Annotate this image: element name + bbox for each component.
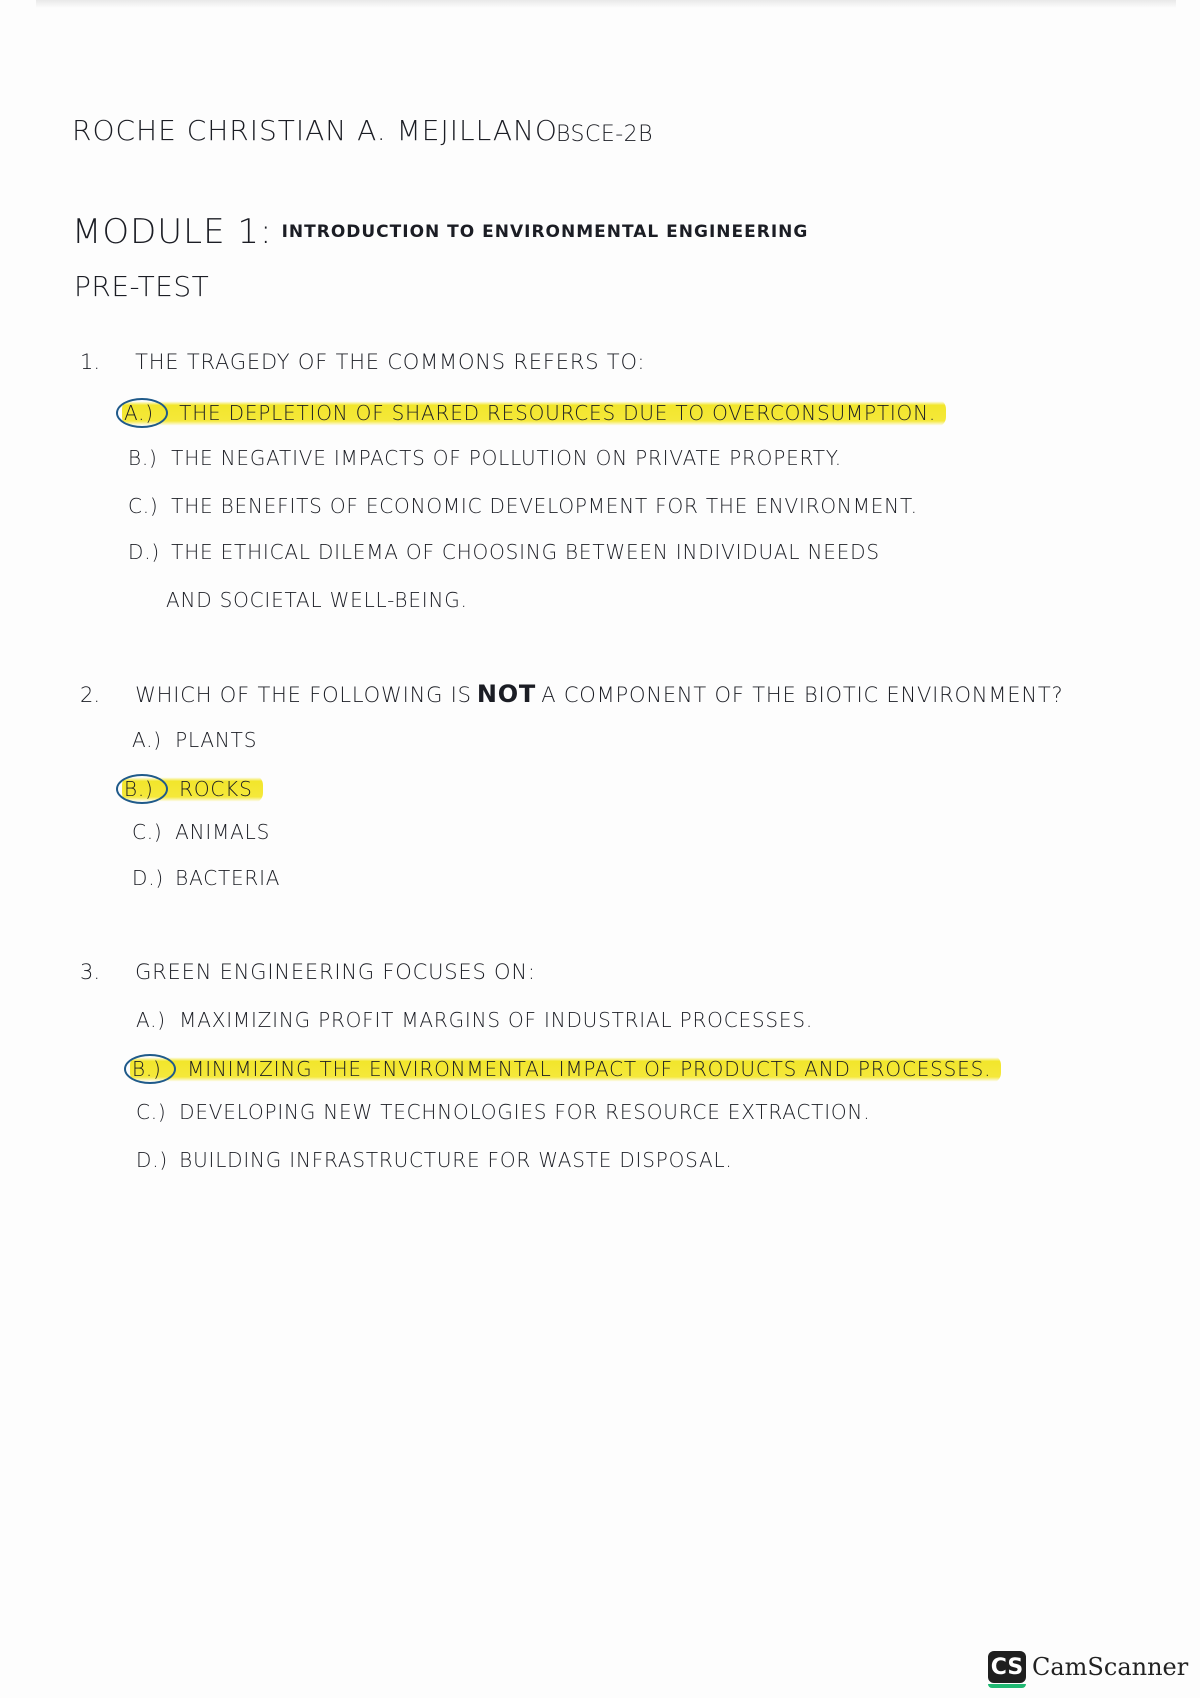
option-2b: [122, 774, 263, 804]
option-letter: D.): [132, 866, 164, 890]
option-3c: [136, 1100, 870, 1124]
camscanner-watermark: [988, 1651, 1188, 1683]
option-text: ANIMALS: [175, 820, 271, 844]
question-text-after: A COMPONENT OF THE BIOTIC ENVIRONMENT?: [541, 683, 1064, 707]
option-letter: A.): [116, 398, 168, 428]
option-letter: B.): [116, 774, 168, 804]
question-text: GREEN ENGINEERING FOCUSES ON:: [135, 960, 536, 984]
option-text: ROCKS: [179, 777, 253, 801]
option-letter: C.): [128, 494, 159, 518]
option-1a: [122, 398, 946, 428]
question-text: THE TRAGEDY OF THE COMMONS REFERS TO:: [135, 350, 646, 374]
question-text-before: WHICH OF THE FOLLOWING IS: [135, 683, 472, 707]
answer-highlight: [122, 399, 946, 427]
option-text: MAXIMIZING PROFIT MARGINS OF INDUSTRIAL PROCESSES.: [179, 1008, 813, 1032]
option-3a: [136, 1008, 813, 1032]
option-text: PLANTS: [175, 728, 258, 752]
option-letter: D.): [128, 540, 160, 564]
option-letter: B.): [124, 1054, 176, 1084]
option-text: BUILDING INFRASTRUCTURE FOR WASTE DISPOSAL.: [179, 1148, 733, 1172]
option-letter: A.): [132, 728, 162, 752]
question-number: 1.: [80, 350, 101, 374]
answer-highlight: [122, 775, 263, 803]
option-letter: C.): [136, 1100, 167, 1124]
option-2d: [132, 866, 280, 890]
option-letter: A.): [136, 1008, 166, 1032]
option-letter: C.): [132, 820, 163, 844]
option-1d-continuation: AND SOCIETAL WELL-BEING.: [166, 588, 468, 612]
question-3: [80, 960, 536, 984]
option-text: THE DEPLETION OF SHARED RESOURCES DUE TO OVERCONSUMPTION.: [179, 401, 937, 425]
option-text: THE BENEFITS OF ECONOMIC DEVELOPMENT FOR THE ENVIRONMENT.: [171, 494, 918, 518]
option-text: DEVELOPING NEW TECHNOLOGIES FOR RESOURCE EXTRACTION.: [179, 1100, 871, 1124]
student-name: ROCHE CHRISTIAN A. MEJILLANO: [72, 114, 558, 147]
option-text: THE NEGATIVE IMPACTS OF POLLUTION ON PRIVATE PROPERTY.: [171, 446, 842, 470]
answer-highlight: [130, 1055, 1001, 1083]
module-title: MODULE 1:: [72, 212, 273, 252]
option-text: BACTERIA: [175, 866, 281, 890]
option-3b: [130, 1054, 1001, 1084]
option-letter: B.): [128, 446, 158, 470]
question-number: 2.: [80, 683, 101, 707]
question-1: [80, 350, 645, 374]
student-section: BSCE-2B: [556, 122, 654, 147]
option-text: THE ETHICAL DILEMA OF CHOOSING BETWEEN INDIVIDUAL NEEDS: [171, 540, 880, 564]
option-1c: [128, 494, 918, 518]
camscanner-brand: CamScanner: [1032, 1653, 1189, 1681]
option-letter: D.): [136, 1148, 168, 1172]
option-3d: [136, 1148, 733, 1172]
camscanner-logo-icon: CS: [988, 1651, 1026, 1683]
option-2c: [132, 820, 270, 844]
option-1d: [128, 540, 880, 564]
module-subtitle: INTRODUCTION TO ENVIRONMENTAL ENGINEERING: [281, 222, 809, 242]
test-type-label: PRE-TEST: [74, 270, 210, 303]
option-1b: [128, 446, 842, 470]
question-emphasis: NOT: [476, 680, 537, 708]
option-text: MINIMIZING THE ENVIRONMENTAL IMPACT OF PRODUCTS AND PROCESSES.: [187, 1057, 992, 1081]
option-2a: [132, 728, 257, 752]
question-2: [80, 680, 1063, 708]
module-heading: [72, 212, 808, 252]
question-number: 3.: [80, 960, 101, 984]
